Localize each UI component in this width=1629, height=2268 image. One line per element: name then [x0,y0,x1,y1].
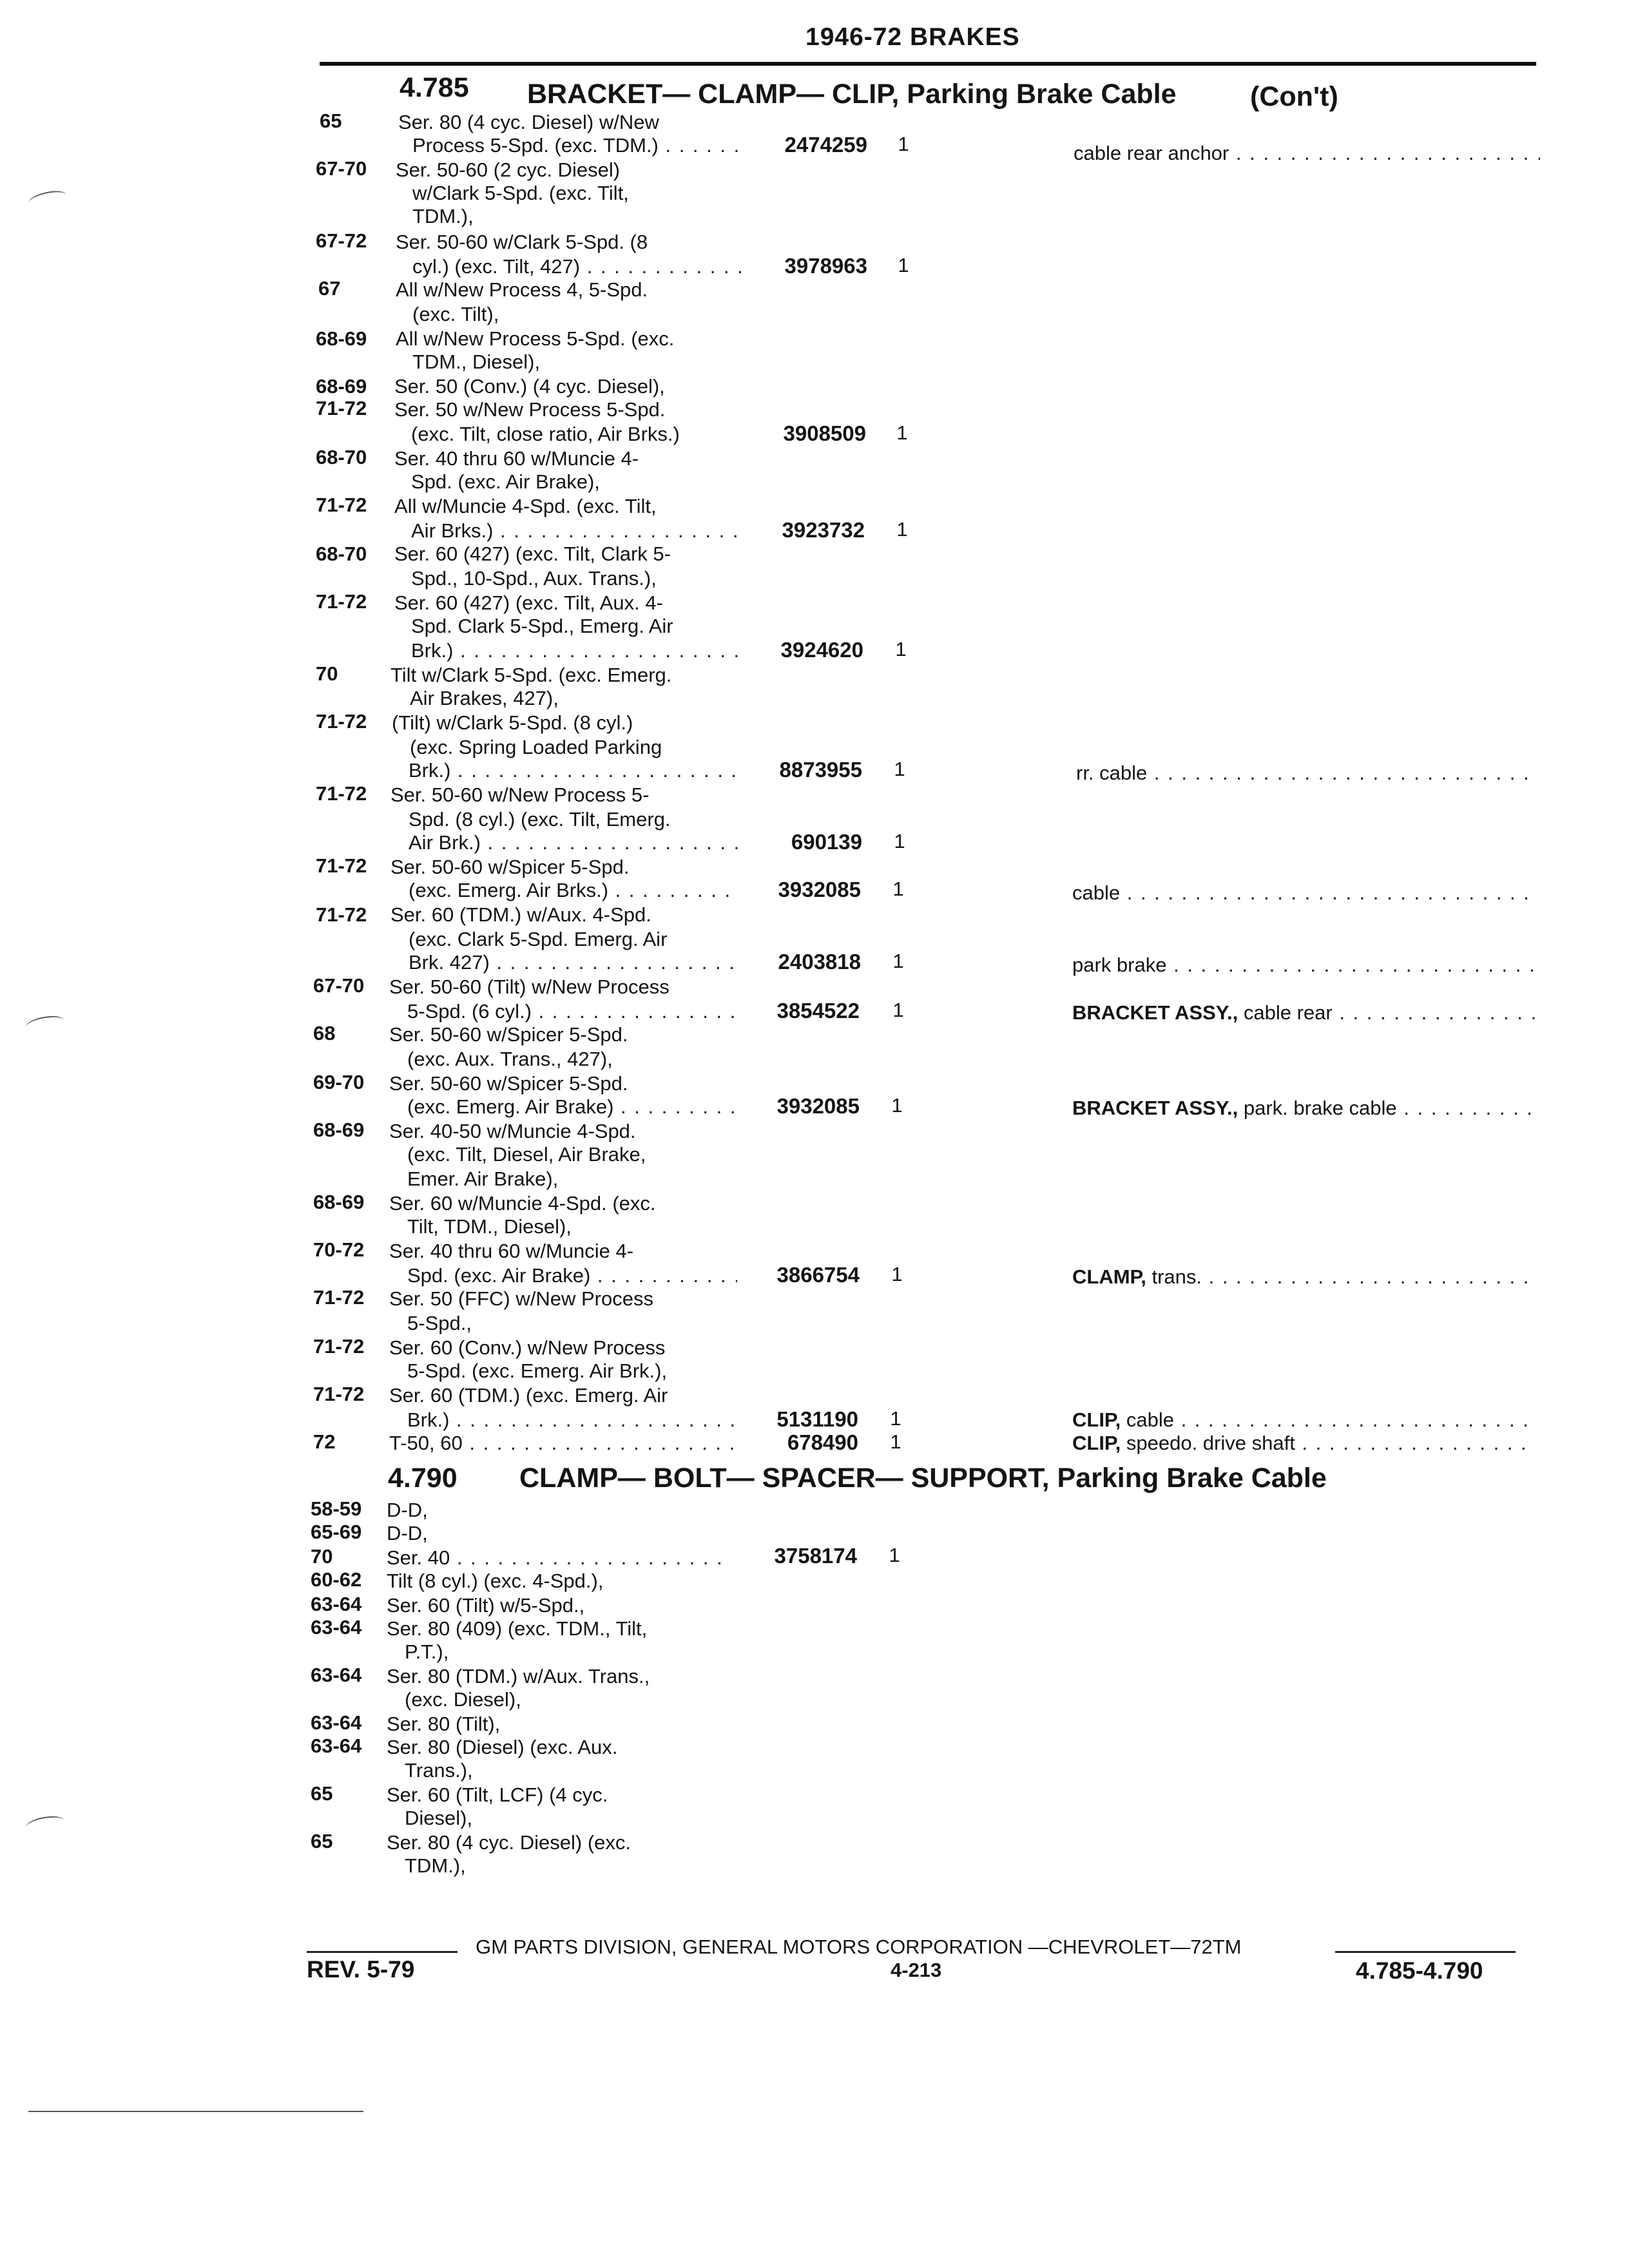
application-line: Ser. 40 . . . [387,1546,732,1570]
model-year: 67-72 [316,229,367,252]
quantity: 1 [894,758,905,780]
model-year: 63-64 [311,1664,362,1686]
application-line: (Tilt) w/Clark 5-Spd. (8 cyl.) [392,711,633,734]
footer-corporation: GM PARTS DIVISION, GENERAL MOTORS CORPORATION —CHEVROLET—72TM [476,1936,1242,1958]
application-line: Air Brk.) . . . [409,831,738,854]
model-year: 71-72 [316,494,367,516]
scan-edge-line [28,2111,363,2112]
application-line: (exc. Emerg. Air Brks.) . . . [409,879,738,902]
part-number: 3908509 [783,421,866,445]
section-number: 4.790 [388,1463,458,1494]
model-year: 63-64 [311,1616,362,1639]
application-line: Process 5-Spd. (exc. TDM.) . . . [412,134,742,157]
model-year: 68 [313,1022,336,1044]
header-rule [320,62,1536,66]
application-line: (exc. Aux. Trans., 427), [407,1048,613,1070]
application-line: Ser. 50 (Conv.) (4 cyc. Diesel), [394,375,665,398]
application-line: Air Brakes, 427), [410,687,559,709]
part-description: CLIP, speedo. drive shaft . . . [1072,1432,1535,1455]
application-line: Ser. 80 (TDM.) w/Aux. Trans., [387,1665,650,1687]
model-year: 68-69 [316,327,367,350]
model-year: 63-64 [311,1735,362,1757]
application-line: Brk.) . . . [409,759,738,782]
model-year: 71-72 [316,782,367,805]
section-title: BRACKET— CLAMP— CLIP, Parking Brake Cable [527,79,1177,110]
footer-rule-right [1335,1951,1516,1953]
application-line: Spd. (exc. Air Brake) . . . [407,1264,737,1287]
quantity: 1 [890,1430,901,1453]
application-line: 5-Spd. (6 cyl.) . . . [407,1000,737,1023]
application-line: Ser. 50-60 w/Spicer 5-Spd. [389,1023,628,1046]
part-description: BRACKET ASSY., cable rear . . . [1072,1001,1535,1024]
part-number: 3978963 [784,254,867,278]
part-number: 678490 [787,1430,858,1454]
application-line: Spd. (exc. Air Brake), [411,470,600,493]
model-year: 71-72 [316,590,367,613]
application-line: (exc. Clark 5-Spd. Emerg. Air [409,928,668,950]
part-number: 2403818 [778,950,861,974]
application-line: Ser. 60 (TDM.) (exc. Emerg. Air [389,1384,668,1407]
application-line: 5-Spd. (exc. Emerg. Air Brk.), [407,1360,668,1382]
application-line: Tilt w/Clark 5-Spd. (exc. Emerg. [390,664,672,686]
application-line: (exc. Tilt, close ratio, Air Brks.) [411,423,680,445]
application-line: Ser. 50-60 w/New Process 5- [390,783,650,806]
part-number: 3758174 [774,1544,857,1568]
model-year: 71-72 [316,903,367,926]
footer-section-range: 4.785-4.790 [1356,1957,1483,1984]
section-number: 4.785 [400,72,469,103]
application-line: (exc. Tilt), [412,303,499,325]
application-line: Trans.), [405,1759,473,1782]
application-line: Diesel), [405,1807,473,1829]
model-year: 60-62 [311,1568,362,1591]
application-line: TDM.), [412,205,474,227]
page-title: 1946-72 BRAKES [805,23,1020,51]
application-line: Ser. 50 w/New Process 5-Spd. [394,398,666,421]
model-year: 63-64 [311,1711,362,1734]
application-line: Ser. 80 (Tilt), [387,1713,501,1735]
part-number: 3866754 [776,1263,860,1287]
model-year: 71-72 [316,854,367,877]
model-year: 71-72 [316,710,367,733]
model-year: 70 [311,1545,333,1568]
application-line: Ser. 50-60 w/Spicer 5-Spd. [390,856,630,878]
part-description: cable rear anchor . . . [1074,142,1540,165]
binding-mark [25,1014,66,1034]
application-line: Brk.) . . . [407,1408,735,1432]
footer-revision: REV. 5-79 [307,1956,415,1983]
model-year: 70 [316,662,338,685]
part-description: park brake . . . [1072,954,1535,977]
quantity: 1 [894,830,905,852]
application-line: Spd. Clark 5-Spd., Emerg. Air [411,615,673,637]
application-line: All w/New Process 5-Spd. (exc. [396,327,675,350]
model-year: 71-72 [313,1286,365,1309]
application-line: P.T.), [405,1640,449,1663]
part-description: BRACKET ASSY., park. brake cable . . . [1072,1097,1535,1120]
quantity: 1 [890,1407,901,1430]
model-year: 68-70 [316,543,367,565]
part-number: 3924620 [780,638,863,662]
quantity: 1 [892,999,904,1021]
application-line: D-D, [387,1499,428,1521]
part-description: cable . . . [1072,881,1535,905]
application-line: Ser. 80 (409) (exc. TDM., Tilt, [387,1617,648,1640]
quantity: 1 [889,1544,900,1566]
application-line: Ser. 40 thru 60 w/Muncie 4- [389,1240,634,1262]
application-line: Air Brks.) . . . [411,519,740,543]
binding-mark [25,1814,66,1834]
application-line: TDM.), [405,1854,466,1877]
application-line: Ser. 40-50 w/Muncie 4-Spd. [389,1120,636,1142]
application-line: All w/Muncie 4-Spd. (exc. Tilt, [394,495,657,517]
application-line: Ser. 50-60 (2 cyc. Diesel) [396,159,621,181]
binding-mark [27,188,68,210]
application-line: 5-Spd., [407,1312,472,1334]
quantity: 1 [891,1094,903,1117]
model-year: 68-69 [316,375,367,398]
model-year: 69-70 [313,1071,365,1093]
model-year: 71-72 [313,1383,365,1405]
application-line: Ser. 80 (4 cyc. Diesel) (exc. [387,1831,631,1854]
model-year: 70-72 [313,1238,365,1261]
section-continued: (Con't) [1250,81,1338,112]
application-line: (exc. Diesel), [405,1688,521,1711]
quantity: 1 [891,1263,903,1285]
quantity: 1 [895,638,907,660]
application-line: Brk.) . . . [411,639,740,662]
application-line: Ser. 60 (427) (exc. Tilt, Clark 5- [394,543,671,565]
part-description: CLAMP, trans. . . . [1072,1265,1535,1289]
application-line: Tilt, TDM., Diesel), [407,1215,572,1238]
model-year: 72 [313,1430,336,1453]
part-number: 690139 [791,830,862,854]
application-line: Ser. 60 (Tilt, LCF) (4 cyc. [387,1783,608,1806]
part-number: 3932085 [778,878,861,901]
application-line: D-D, [387,1522,428,1544]
quantity: 1 [892,878,904,900]
application-line: Ser. 80 (Diesel) (exc. Aux. [387,1736,618,1758]
part-number: 5131190 [776,1407,858,1431]
application-line: Spd., 10-Spd., Aux. Trans.), [411,567,657,590]
application-line: (exc. Emerg. Air Brake) . . . [407,1095,737,1119]
model-year: 65 [320,110,342,132]
application-line: Ser. 50-60 (Tilt) w/New Process [389,975,670,998]
application-line: Ser. 60 (427) (exc. Tilt, Aux. 4- [394,591,663,614]
part-number: 3923732 [782,518,865,542]
application-line: TDM., Diesel), [412,351,541,373]
quantity: 1 [896,421,908,444]
footer-page-number: 4-213 [891,1959,942,1981]
application-line: Tilt (8 cyl.) (exc. 4-Spd.), [387,1570,604,1592]
part-number: 2474259 [784,133,867,157]
model-year: 63-64 [311,1593,362,1615]
application-line: Ser. 60 (Tilt) w/5-Spd., [387,1594,585,1617]
application-line: T-50, 60 . . . [389,1432,735,1455]
model-year: 71-72 [313,1335,365,1358]
quantity: 1 [898,254,909,276]
model-year: 67-70 [313,974,365,997]
part-number: 3854522 [776,999,860,1023]
model-year: 68-70 [316,446,367,468]
application-line: Emer. Air Brake), [407,1168,559,1190]
application-line: Ser. 80 (4 cyc. Diesel) w/New [398,111,659,133]
model-year: 71-72 [316,397,367,419]
model-year: 68-69 [313,1119,365,1141]
application-line: Ser. 50 (FFC) w/New Process [389,1287,653,1310]
model-year: 68-69 [313,1191,365,1213]
application-line: w/Clark 5-Spd. (exc. Tilt, [412,182,629,204]
application-line: Ser. 50-60 w/Spicer 5-Spd. [389,1072,628,1095]
quantity: 1 [892,950,904,972]
quantity: 1 [898,133,909,155]
section-title: CLAMP— BOLT— SPACER— SUPPORT, Parking Brake Cable [519,1463,1327,1494]
application-line: Ser. 40 thru 60 w/Muncie 4- [394,447,639,470]
model-year: 58-59 [311,1497,362,1520]
part-number: 8873955 [779,758,862,782]
model-year: 65 [311,1782,333,1805]
model-year: 65-69 [311,1521,362,1543]
application-line: Ser. 60 (TDM.) w/Aux. 4-Spd. [390,903,651,926]
part-description: CLIP, cable . . . [1072,1408,1535,1432]
model-year: 67 [318,277,341,300]
model-year: 67-70 [316,157,367,180]
application-line: Brk. 427) . . . [409,951,738,974]
part-description: rr. cable . . . [1076,762,1535,785]
footer-rule-left [307,1951,458,1953]
model-year: 65 [311,1830,333,1852]
application-line: (exc. Tilt, Diesel, Air Brake, [407,1143,646,1166]
application-line: Spd. (8 cyl.) (exc. Tilt, Emerg. [409,808,671,831]
application-line: (exc. Spring Loaded Parking [410,736,662,758]
application-line: Ser. 50-60 w/Clark 5-Spd. (8 [396,231,648,253]
application-line: Ser. 60 (Conv.) w/New Process [389,1336,666,1359]
application-line: cyl.) (exc. Tilt, 427) . . . [412,255,742,278]
part-number: 3932085 [776,1094,860,1118]
quantity: 1 [896,518,908,541]
application-line: All w/New Process 4, 5-Spd. [396,278,648,301]
application-line: Ser. 60 w/Muncie 4-Spd. (exc. [389,1192,656,1215]
